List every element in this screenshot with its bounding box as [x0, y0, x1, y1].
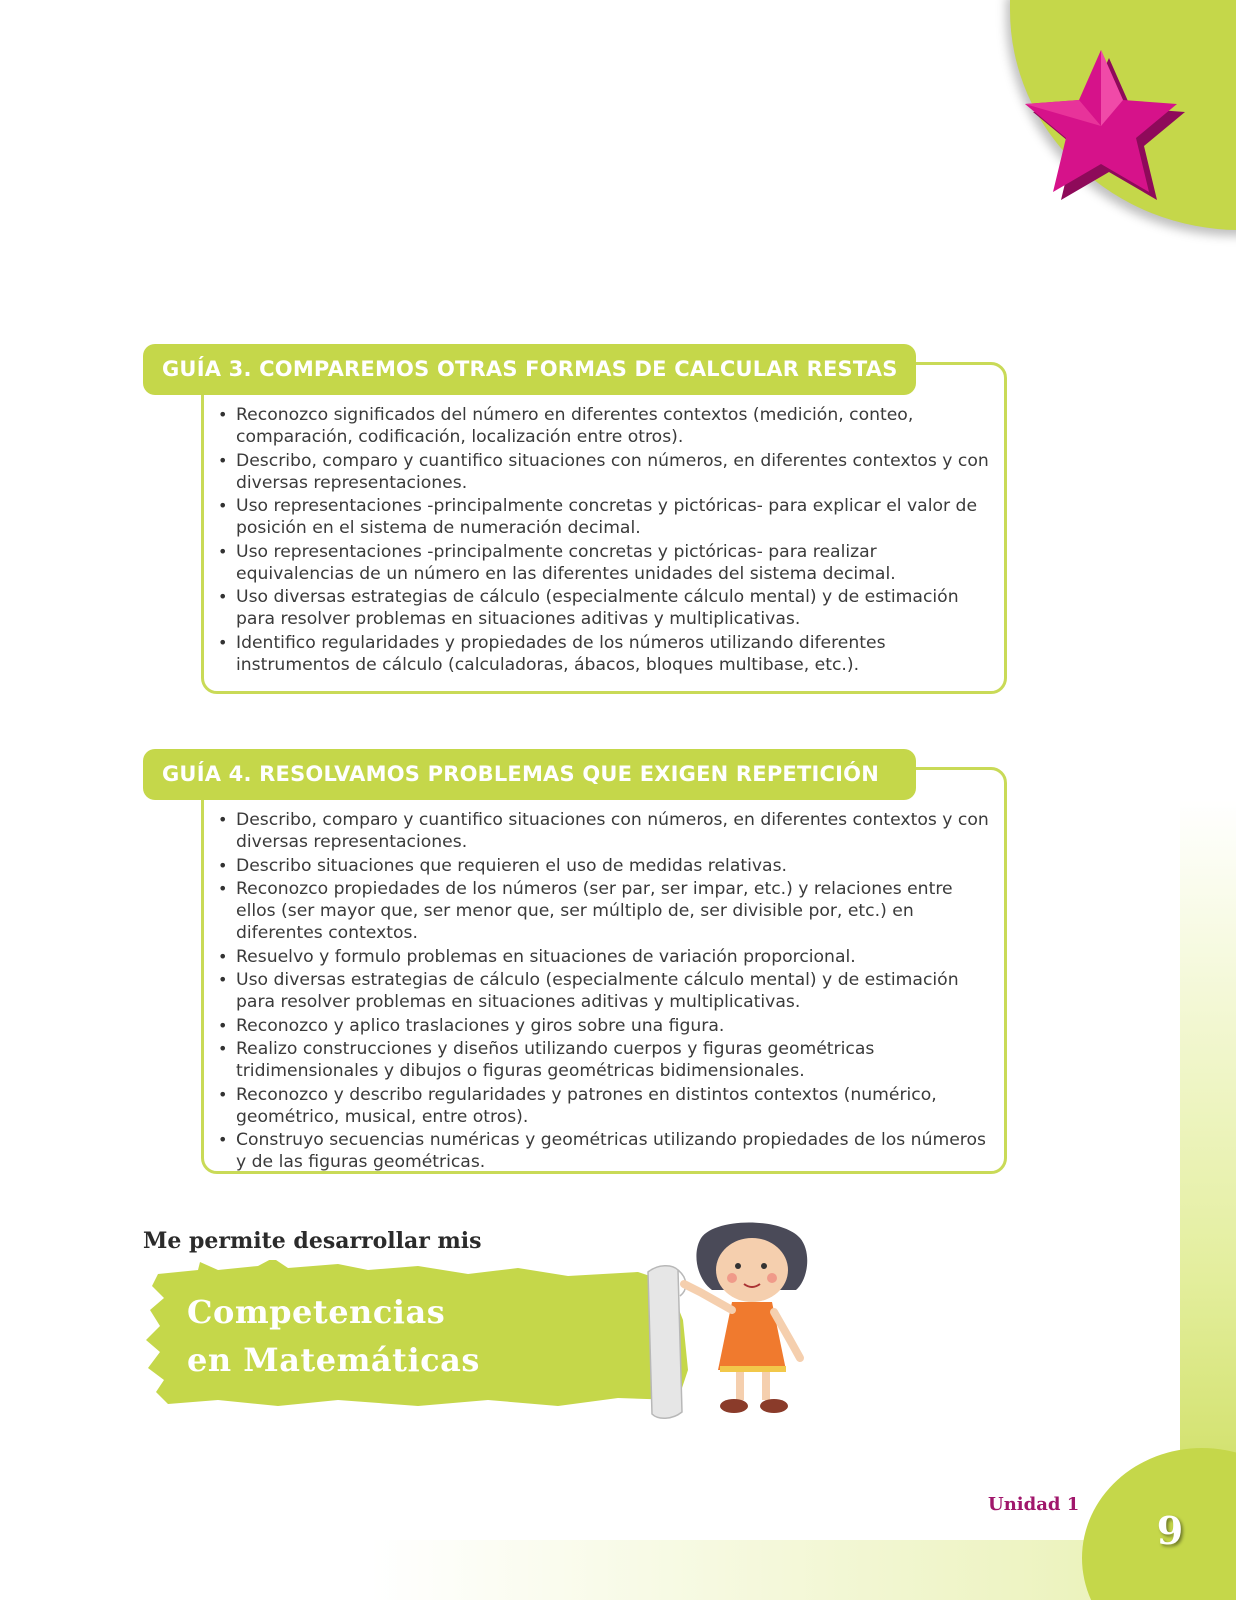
list-item: • Uso diversas estrategias de cálculo (especialmente cálculo mental) y de estimación para resolver problemas en situaciones aditivas y multiplicativas. [218, 970, 959, 1012]
list-item: • Describo, comparo y cuantifico situaciones con números, en diferentes contextos y con diversas representaciones. [218, 450, 989, 493]
list-item: • Describo, comparo y cuantifico situaciones con números, en diferentes contextos y con diversas representaciones. [218, 810, 989, 852]
list-item: • Construyo secuencias numéricas y geométricas utilizando propiedades de los números y de las figuras geométricas. [218, 1130, 986, 1172]
competencias-line-1: Competencias [187, 1293, 446, 1331]
competencias-title [187, 1288, 480, 1384]
girl-illustration [640, 1220, 840, 1440]
guide-3-section [143, 344, 1007, 694]
list-item: • Reconozco y aplico traslaciones y giros sobre una figura. [218, 1015, 725, 1036]
guide-3-list [218, 404, 989, 677]
list-item: • Uso representaciones -principalmente concretas y pictóricas- para realizar equivalencias de un número en las diferentes unidades del sistema decimal. [218, 541, 896, 584]
guide-4-title: GUÍA 4. RESOLVAMOS PROBLEMAS QUE EXIGEN REPETICIÓN [143, 749, 916, 800]
list-item: • Realizo construcciones y diseños utilizando cuerpos y figuras geométricas tridimensionales y dibujos o figuras geométricas bidimensionales. [218, 1039, 875, 1081]
list-item: • Uso diversas estrategias de cálculo (especialmente cálculo mental) y de estimación para resolver problemas en situaciones aditivas y multiplicativas. [218, 587, 959, 629]
competencias-intro: Me permite desarrollar mis [143, 1228, 482, 1254]
list-item: • Resuelvo y formulo problemas en situaciones de variación proporcional. [218, 946, 856, 967]
list-item: • Uso representaciones -principalmente concretas y pictóricas- para explicar el valor de posición en el sistema de numeración decimal. [218, 496, 978, 538]
guide-3-title: GUÍA 3. COMPAREMOS OTRAS FORMAS DE CALCULAR RESTAS [143, 344, 916, 395]
unit-label: Unidad 1 [988, 1494, 1080, 1515]
list-item: • Describo situaciones que requieren el uso de medidas relativas. [218, 855, 787, 876]
list-item: • Identifico regularidades y propiedades de los números utilizando diferentes instrumentos de cálculo (calculadoras, ábacos, bloques multibase, etc.). [218, 632, 886, 675]
list-item: • Reconozco significados del número en diferentes contextos (medición, conteo, comparación, codificación, localización entre otros). [218, 405, 914, 447]
guide-4-list [218, 809, 989, 1175]
bottom-gradient [0, 1540, 1236, 1600]
star-icon [1005, 30, 1205, 210]
page-number: 9 [1156, 1508, 1184, 1553]
list-item: • Reconozco propiedades de los números (ser par, ser impar, etc.) y relaciones entre ellos (ser mayor que, ser menor que, ser múltiplo de, ser divisible por, etc.) en diferentes contextos. [218, 879, 953, 943]
guide-4-section [143, 749, 1007, 1174]
competencias-line-2: en Matemáticas [187, 1341, 480, 1379]
list-item: • Reconozco y describo regularidades y patrones en distintos contextos (numérico, geométrico, musical, entre otros). [218, 1084, 937, 1127]
